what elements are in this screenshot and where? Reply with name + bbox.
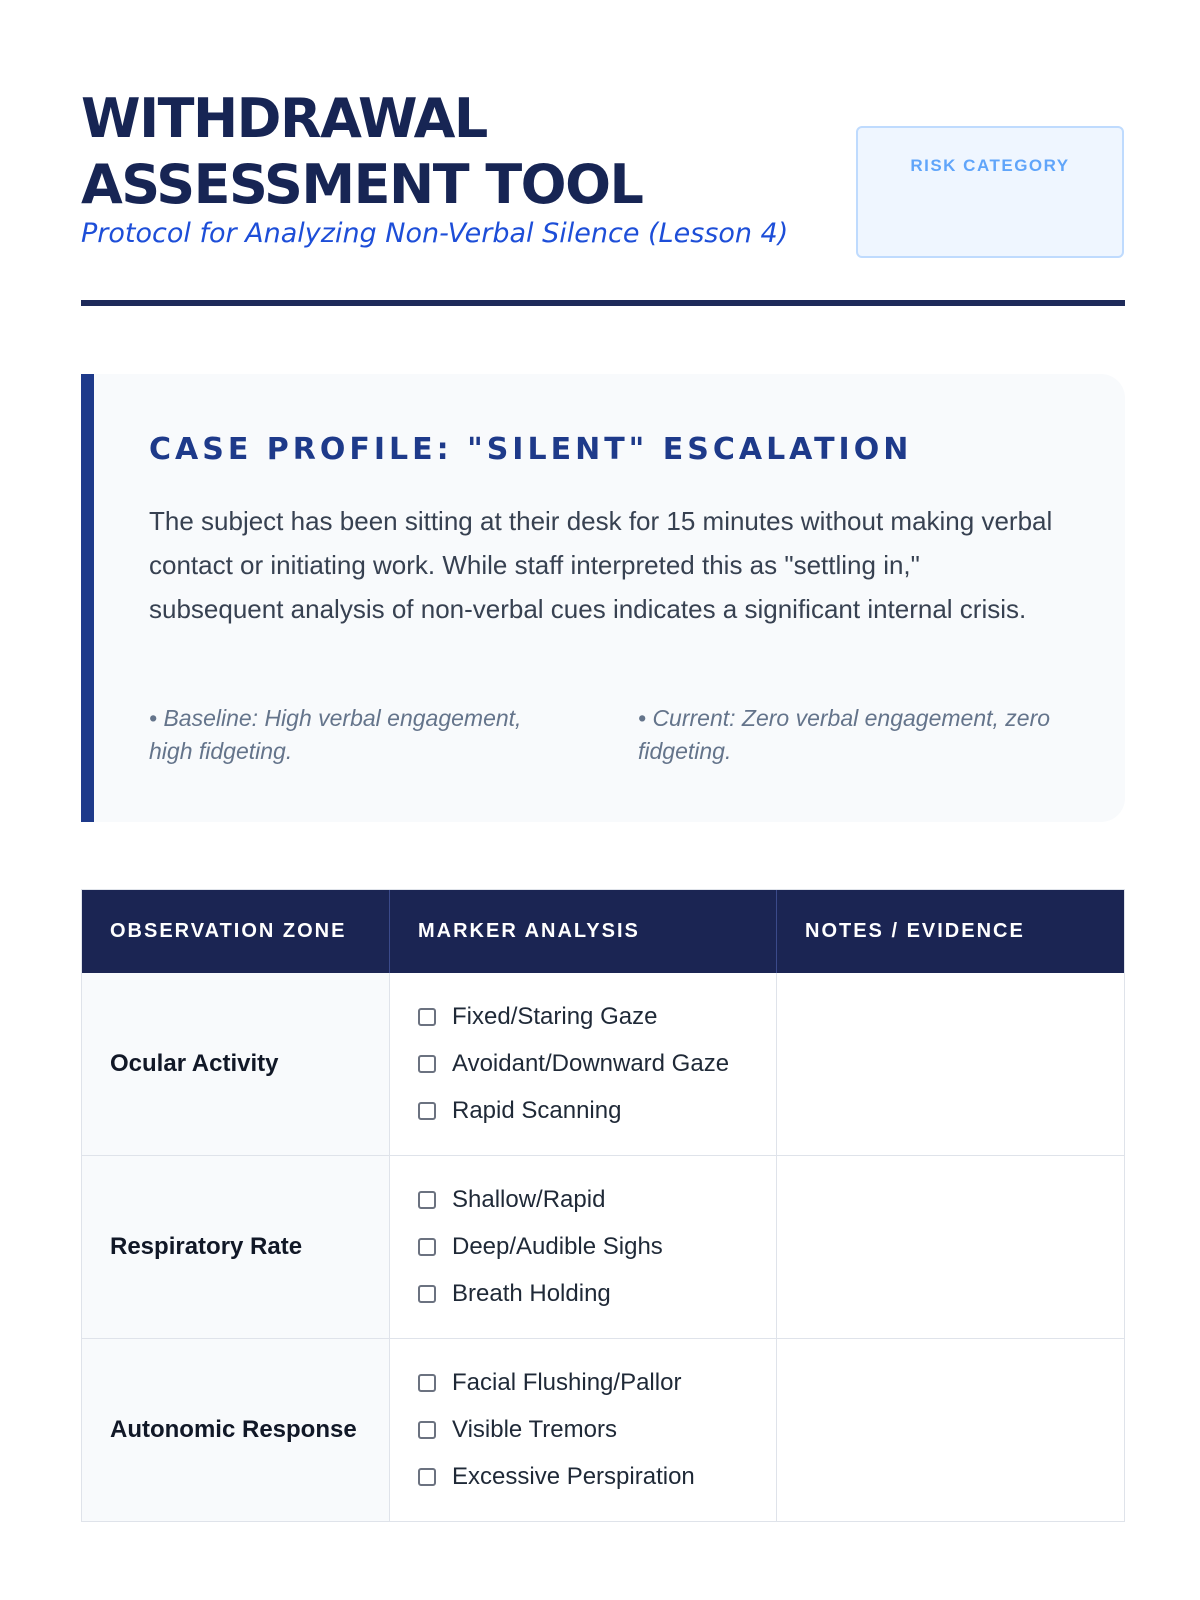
- checkbox[interactable]: [418, 1374, 436, 1392]
- checkbox[interactable]: [418, 1285, 436, 1303]
- observation-table: [81, 889, 1125, 1522]
- marker-analysis-cell: [390, 1339, 777, 1521]
- checkbox[interactable]: [418, 1421, 436, 1439]
- marker-option[interactable]: [418, 1360, 776, 1407]
- table-row: [82, 973, 1124, 1155]
- table-header: [82, 890, 1124, 973]
- header-marker-analysis: MARKER ANALYSIS: [390, 890, 777, 973]
- marker-label: Breath Holding: [452, 1280, 611, 1307]
- marker-label: Deep/Audible Sighs: [452, 1233, 663, 1260]
- checkbox[interactable]: [418, 1008, 436, 1026]
- marker-option[interactable]: [418, 1271, 776, 1318]
- marker-option[interactable]: [418, 1454, 776, 1501]
- marker-option[interactable]: [418, 1224, 776, 1271]
- marker-option[interactable]: [418, 994, 776, 1041]
- marker-label: Shallow/Rapid: [452, 1186, 606, 1213]
- page-subtitle: Protocol for Analyzing Non-Verbal Silence (Lesson 4): [81, 218, 789, 249]
- current-note: • Current: Zero verbal engagement, zero fidgeting.: [638, 705, 1051, 764]
- header-observation-zone: OBSERVATION ZONE: [82, 890, 390, 973]
- case-profile-card: [81, 374, 1125, 822]
- marker-analysis-cell: [390, 973, 777, 1155]
- notes-evidence-cell[interactable]: [777, 973, 1124, 1155]
- table-row: [82, 1155, 1124, 1338]
- checkbox[interactable]: [418, 1102, 436, 1120]
- marker-option[interactable]: [418, 1088, 776, 1135]
- marker-option[interactable]: [418, 1177, 776, 1224]
- header-notes-evidence: NOTES / EVIDENCE: [805, 920, 1025, 942]
- checkbox[interactable]: [418, 1468, 436, 1486]
- title-line-1: WITHDRAWAL: [81, 87, 487, 150]
- marker-analysis-cell: [390, 1156, 777, 1338]
- checkbox[interactable]: [418, 1191, 436, 1209]
- marker-label: Avoidant/Downward Gaze: [452, 1050, 730, 1077]
- marker-option[interactable]: [418, 1407, 776, 1454]
- observation-zone-cell: Ocular Activity: [82, 973, 390, 1155]
- risk-category-box[interactable]: [856, 126, 1124, 258]
- notes-evidence-cell[interactable]: [777, 1156, 1124, 1338]
- page-title: [81, 86, 642, 218]
- table-body: [82, 973, 1124, 1521]
- title-line-2: ASSESSMENT TOOL: [81, 153, 643, 216]
- observation-zone-cell: Respiratory Rate: [82, 1156, 390, 1338]
- marker-option[interactable]: [418, 1041, 776, 1088]
- risk-category-label: RISK CATEGORY: [910, 156, 1070, 175]
- page-header: [81, 86, 1125, 266]
- table-row: [82, 1338, 1124, 1521]
- marker-label: Fixed/Staring Gaze: [452, 1003, 658, 1030]
- marker-label: Visible Tremors: [452, 1416, 617, 1443]
- observation-zone-cell: Autonomic Response: [82, 1339, 390, 1521]
- marker-label: Rapid Scanning: [452, 1097, 622, 1124]
- marker-label: Excessive Perspiration: [452, 1463, 695, 1490]
- case-profile-body: The subject has been sitting at their desk for 15 minutes without making verbal contact or initiating work. While staff interpreted this as "settling in," subsequent analysis of non-verbal cues indicates a significant internal crisis.: [149, 506, 1053, 624]
- notes-evidence-cell[interactable]: [777, 1339, 1124, 1521]
- marker-label: Facial Flushing/Pallor: [452, 1369, 682, 1396]
- baseline-note: • Baseline: High verbal engagement, high fidgeting.: [149, 705, 522, 764]
- case-profile-title: CASE PROFILE: "SILENT" ESCALATION: [149, 432, 913, 467]
- checkbox[interactable]: [418, 1055, 436, 1073]
- checkbox[interactable]: [418, 1238, 436, 1256]
- header-divider: [81, 300, 1125, 306]
